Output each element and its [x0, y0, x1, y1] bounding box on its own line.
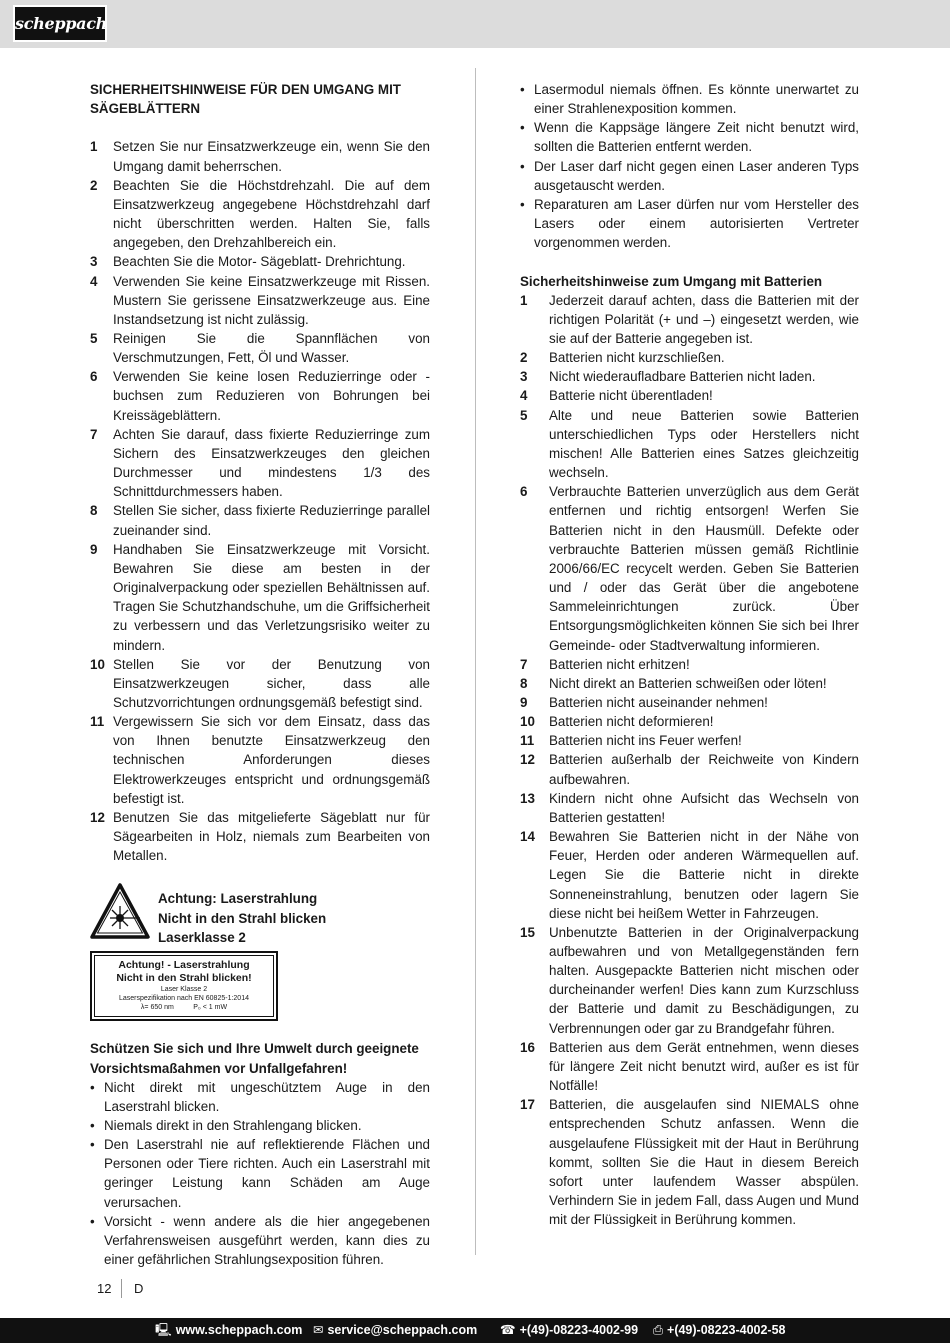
battery-safety-item-text: Batterien nicht kurzschließen. [549, 350, 725, 366]
laser-warning-line3: Laserklasse 2 [158, 929, 246, 945]
saw-blade-safety-item-number: 12 [90, 809, 105, 825]
laser-precaution-bullet-text: Niemals direkt in den Strahlengang blicken. [104, 1118, 362, 1134]
laser-precaution-bullet-text: Vorsicht - wenn andere als die hier angegebenen Verfahrensweisen ausgeführt werden, kann dies zu einer gefährlichen Strahlungsexposition führen. [104, 1213, 430, 1268]
saw-blade-safety-item [90, 176, 430, 253]
bullet-icon: • [520, 120, 525, 136]
laser-warning-text [158, 889, 326, 946]
website-contact[interactable] [155, 1318, 302, 1343]
battery-safety-item-text: Batterien aus dem Gerät entnehmen, wenn dieses für längere Zeit nicht benutzt wird, außer es ist für Notfälle! [549, 1039, 859, 1094]
laser-precaution-bullet-item [90, 1212, 430, 1269]
page-footer [97, 1279, 143, 1298]
laser-label-line1: Achtung! - Laserstrahlung [118, 959, 250, 972]
battery-safety-item-text: Batterien nicht ins Feuer werfen! [549, 733, 742, 749]
saw-blade-safety-item-text: Achten Sie darauf, dass fixierte Reduzierringe zum Sichern des Einsatzwerkzeuges den gleichen Durchmesser und mindestens 1/3 des Schnittdurchmessers haben. [113, 426, 430, 500]
laser-module-bullet-item [520, 80, 859, 118]
battery-safety-item-number: 7 [520, 656, 528, 672]
saw-blade-safety-item-text: Verwenden Sie keine losen Reduzierringe oder -buchsen zum Reduzieren von Bohrungen bei Kreissägeblättern. [113, 369, 430, 423]
battery-safety-item-text: Batterien nicht deformieren! [549, 714, 714, 730]
contact-bar [0, 1318, 950, 1343]
brand-logo: scheppach [13, 5, 107, 42]
battery-safety-item-number: 8 [520, 675, 528, 691]
right-column [520, 80, 859, 1229]
protect-heading: Schützen Sie sich und Ihre Umwelt durch geeignete Vorsichtsmaßahmen vor Unfallgefahren! [90, 1041, 419, 1076]
battery-safety-item [520, 1038, 859, 1095]
saw-blade-safety-item-text: Reinigen Sie die Spannflächen von Verschmutzungen, Fett, Öl und Wasser. [113, 331, 430, 366]
saw-blade-safety-item-text: Verwenden Sie keine Einsatzwerkzeuge mit Rissen. Mustern Sie gerissene Einsatzwerkzeuge aus. Eine Instandsetzung ist nicht zulässig. [113, 273, 430, 327]
fax-icon: ⎙ [653, 1323, 664, 1337]
battery-safety-item-text: Unbenutzte Batterien in der Originalverpackung aufbewahren und von Metallgegenständen fern halten. Ausgepackte Batterien nicht mischen oder durcheinander werfen! Dies kann zum Kurzschluss der Batterie und damit zu Beschädigungen, zu Verbrennungen oder gar zu Brandgefahr führen. [549, 924, 859, 1036]
fax-text: +(49)-08223-4002-58 [667, 1323, 786, 1337]
battery-safety-item-number: 13 [520, 790, 535, 806]
saw-blade-safety-item-text: Handhaben Sie Einsatzwerkzeuge mit Vorsicht. Bewahren Sie diese am besten in der Originalverpackung oder speziellen Behältnissen auf. Tragen Sie Schutzhandschuhe, um die Griffsicherheit zu verbessern und das Verletzungsrisiko weiter zu mindern. [113, 541, 430, 653]
battery-safety-item-text: Batterien, die ausgelaufen sind NIEMALS ohne entsprechenden Schutz anfassen. Wenn die ausgelaufene Flüssigkeit mit der Haut in Berührung kommt, sollten Sie die Haut in diesem Bereich sofort unter laufendem Wasser abspülen. Verhindern Sie in jedem Fall, dass Augen und Mund mit der Flüssigkeit in Berührung kommen. [549, 1097, 859, 1228]
laser-label-line4: Laserspezifikation nach EN 60825-1:2014 [119, 995, 249, 1003]
saw-blade-safety-item-number: 6 [90, 369, 98, 385]
saw-blade-safety-item-text: Stellen Sie sicher, dass fixierte Reduzierringe parallel zueinander sind. [113, 503, 430, 538]
email-contact[interactable] [313, 1318, 477, 1343]
battery-safety-item [520, 750, 859, 788]
battery-safety-item-text: Batterien außerhalb der Reichweite von Kindern aufbewahren. [549, 752, 859, 787]
left-column [90, 80, 430, 1269]
bullet-icon: • [90, 1118, 95, 1134]
battery-safety-item [520, 655, 859, 674]
laser-module-bullet-text: Der Laser darf nicht gegen einen Laser anderen Typs ausgetauscht werden. [534, 158, 859, 193]
battery-safety-item [520, 348, 859, 367]
laser-label [90, 951, 278, 1021]
saw-blade-safety-item-number: 1 [90, 139, 98, 155]
battery-safety-item [520, 482, 859, 654]
battery-safety-item [520, 406, 859, 483]
saw-blade-safety-item [90, 712, 430, 808]
laser-precaution-bullet-item [90, 1078, 430, 1116]
top-bar [0, 0, 950, 48]
language-code: D [134, 1281, 144, 1296]
battery-safety-list [520, 291, 859, 1230]
phone-text: +(49)-08223-4002-99 [519, 1323, 639, 1337]
saw-blade-safety-item-number: 4 [90, 273, 98, 289]
laser-precaution-bullet-item [90, 1135, 430, 1212]
email-text: service@scheppach.com [327, 1323, 478, 1337]
saw-blade-safety-heading: SICHERHEITSHINWEISE FÜR DEN UMGANG MIT SÄGEBLÄTTERN [90, 82, 401, 117]
battery-safety-item-text: Nicht wiederaufladbare Batterien nicht laden. [549, 369, 816, 385]
fax-contact[interactable] [653, 1318, 786, 1343]
battery-safety-item-text: Bewahren Sie Batterien nicht in der Nähe von Feuer, Herden oder anderen Wärmequellen auf. Legen Sie die Batterie nicht in direkte Sonneneinstrahlung, benutzen oder lagern Sie diese nicht bei heißem Wetter in Fahrzeugen. [549, 829, 859, 921]
phone-icon: ☎ [500, 1323, 516, 1337]
page-number: 12 [97, 1279, 122, 1298]
bullet-icon: • [90, 1137, 95, 1153]
saw-blade-safety-item [90, 252, 430, 271]
laser-module-bullet-text: Wenn die Kappsäge längere Zeit nicht benutzt wird, sollten die Batterien entfernt werden. [534, 120, 859, 155]
battery-safety-item [520, 367, 859, 386]
saw-blade-safety-item-text: Beachten Sie die Motor- Sägeblatt- Drehrichtung. [113, 254, 406, 270]
saw-blade-safety-item [90, 540, 430, 655]
battery-safety-item [520, 674, 859, 693]
battery-safety-item-number: 16 [520, 1039, 535, 1055]
battery-safety-item [520, 1095, 859, 1229]
battery-safety-item-number: 4 [520, 388, 528, 404]
laser-precaution-bullet-text: Nicht direkt mit ungeschütztem Auge in den Laserstrahl blicken. [104, 1079, 430, 1114]
laser-label-line3: Laser Klasse 2 [160, 986, 208, 994]
laser-warning-line1: Achtung: Laserstrahlung [158, 891, 318, 907]
laser-label-line2: Nicht in den Strahl blicken! [116, 972, 252, 985]
battery-safety-heading: Sicherheitshinweise zum Umgang mit Batterien [520, 273, 823, 289]
battery-safety-item [520, 731, 859, 750]
envelope-icon: ✉ [313, 1323, 324, 1337]
battery-safety-item-number: 14 [520, 829, 535, 845]
saw-blade-safety-item-number: 10 [90, 656, 105, 672]
bullet-icon: • [520, 158, 525, 174]
phone-contact[interactable] [500, 1318, 638, 1343]
saw-blade-safety-item [90, 425, 430, 502]
saw-blade-safety-item [90, 137, 430, 175]
saw-blade-safety-item-number: 2 [90, 177, 98, 193]
battery-safety-item-text: Batterie nicht überentladen! [549, 388, 713, 404]
battery-safety-item-number: 2 [520, 350, 528, 366]
computer-icon: 🖳 [155, 1323, 172, 1337]
laser-precaution-bullet-item [90, 1116, 430, 1135]
laser-warning-block [90, 883, 430, 947]
saw-blade-safety-item-text: Stellen Sie vor der Benutzung von Einsatzwerkzeugen sicher, dass alle Schutzvorrichtungen ordnungsgemäß befestigt sind. [113, 656, 430, 710]
laser-warning-icon [90, 883, 150, 939]
battery-safety-item-number: 5 [520, 407, 528, 423]
laser-module-bullet-item [520, 157, 859, 195]
laser-module-bullet-text: Lasermodul niemals öffnen. Es könnte unerwartet zu einer Strahlenexposition kommen. [534, 82, 859, 117]
battery-safety-item-text: Alte und neue Batterien sowie Batterien unterschiedlichen Typs oder Herstellers nicht mischen! Alle Batterien eines Satzes gleichzeitig wechseln. [549, 407, 859, 481]
battery-safety-item-text: Jederzeit darauf achten, dass die Batterien mit der richtigen Polarität (+ und –) eingesetzt werden, wie sie auf der Batterie angegeben ist. [549, 292, 859, 347]
battery-safety-item-number: 12 [520, 752, 535, 768]
saw-blade-safety-item-number: 9 [90, 541, 98, 557]
battery-safety-item-number: 6 [520, 484, 528, 500]
battery-safety-item-text: Verbrauchte Batterien unverzüglich aus dem Gerät entfernen und richtig entsorgen! Werfen Sie Batterien nicht in den Hausmüll. Defekte oder verbrauchte Batterien müssen gemäß Richtlinie 2006/66/EC recycelt werden. Geben Sie Batterien und / oder das Gerät über die angebotene Sammeleinrichtungen zurück. Über Entsorgungsmöglichkeiten können Sie sich bei Ihrer Gemeinde- oder Stadtverwaltung informieren. [549, 484, 859, 653]
website-text: www.scheppach.com [175, 1323, 303, 1337]
saw-blade-safety-item-number: 5 [90, 331, 98, 347]
battery-safety-item [520, 386, 859, 405]
battery-safety-item-number: 15 [520, 924, 535, 940]
laser-precaution-bullet-text: Den Laserstrahl nie auf reflektierende Flächen und Personen oder Tiere richten. Auch ein Laserstrahl mit geringer Leistung kann Schäden am Auge verursachen. [104, 1137, 430, 1210]
battery-safety-item-number: 10 [520, 714, 535, 730]
battery-safety-item-text: Kindern nicht ohne Aufsicht das Wechseln von Batterien gestatten! [549, 790, 859, 825]
laser-module-list [520, 80, 859, 252]
laser-label-inner [94, 955, 274, 1017]
saw-blade-safety-item [90, 272, 430, 329]
bullet-icon: • [520, 82, 525, 97]
saw-blade-safety-item-number: 3 [90, 254, 98, 270]
battery-safety-item-text: Nicht direkt an Batterien schweißen oder löten! [549, 675, 827, 691]
laser-module-bullet-item [520, 195, 859, 252]
saw-blade-safety-item-text: Setzen Sie nur Einsatzwerkzeuge ein, wenn Sie den Umgang damit beherrschen. [113, 139, 430, 174]
saw-blade-safety-item-number: 7 [90, 426, 98, 442]
saw-blade-safety-item-text: Vergewissern Sie sich vor dem Einsatz, dass das von Ihnen benutzte Einsatzwerkzeug den technischen Anforderungen dieses Elektrowerkzeuges entspricht und ordnungsgemäß befestigt ist. [113, 714, 430, 806]
bullet-icon: • [90, 1213, 95, 1229]
battery-safety-item [520, 693, 859, 712]
saw-blade-safety-item-number: 8 [90, 503, 98, 519]
saw-blade-safety-item-number: 11 [90, 714, 105, 730]
battery-safety-item-number: 1 [520, 292, 528, 308]
laser-label-line5: λ= 650 nm P₀ < 1 mW [140, 1004, 228, 1012]
saw-blade-safety-item [90, 367, 430, 424]
battery-safety-item [520, 712, 859, 731]
battery-safety-item [520, 827, 859, 923]
saw-blade-safety-list [90, 137, 430, 865]
battery-safety-item-number: 9 [520, 694, 528, 710]
battery-safety-item [520, 291, 859, 348]
battery-safety-item-number: 17 [520, 1097, 535, 1113]
battery-safety-item-number: 3 [520, 369, 528, 385]
laser-module-bullet-text: Reparaturen am Laser dürfen nur vom Hersteller des Lasers oder einem autorisierten Vertreter vorgenommen werden. [534, 196, 859, 251]
laser-warning-line2: Nicht in den Strahl blicken [158, 910, 327, 926]
battery-safety-item-text: Batterien nicht auseinander nehmen! [549, 694, 768, 710]
battery-safety-item [520, 789, 859, 827]
bullet-icon: • [90, 1079, 95, 1095]
saw-blade-safety-item [90, 501, 430, 539]
bullet-icon: • [520, 196, 525, 212]
battery-safety-item-number: 11 [520, 733, 535, 749]
battery-safety-item-text: Batterien nicht erhitzen! [549, 656, 690, 672]
saw-blade-safety-item [90, 655, 430, 712]
laser-precautions-list [90, 1078, 430, 1270]
saw-blade-safety-item [90, 808, 430, 865]
saw-blade-safety-item-text: Beachten Sie die Höchstdrehzahl. Die auf dem Einsatzwerkzeug angegebene Höchstdrehzahl darf nicht überschritten werden. Halten Sie, falls angegeben, den Drehzahlbereich ein. [113, 177, 430, 251]
saw-blade-safety-item-text: Benutzen Sie das mitgelieferte Sägeblatt nur für Sägearbeiten in Holz, niemals zum Bearbeiten von Metallen. [113, 809, 430, 864]
battery-safety-item [520, 923, 859, 1038]
laser-module-bullet-item [520, 118, 859, 156]
column-divider [475, 68, 476, 1255]
saw-blade-safety-item [90, 329, 430, 367]
